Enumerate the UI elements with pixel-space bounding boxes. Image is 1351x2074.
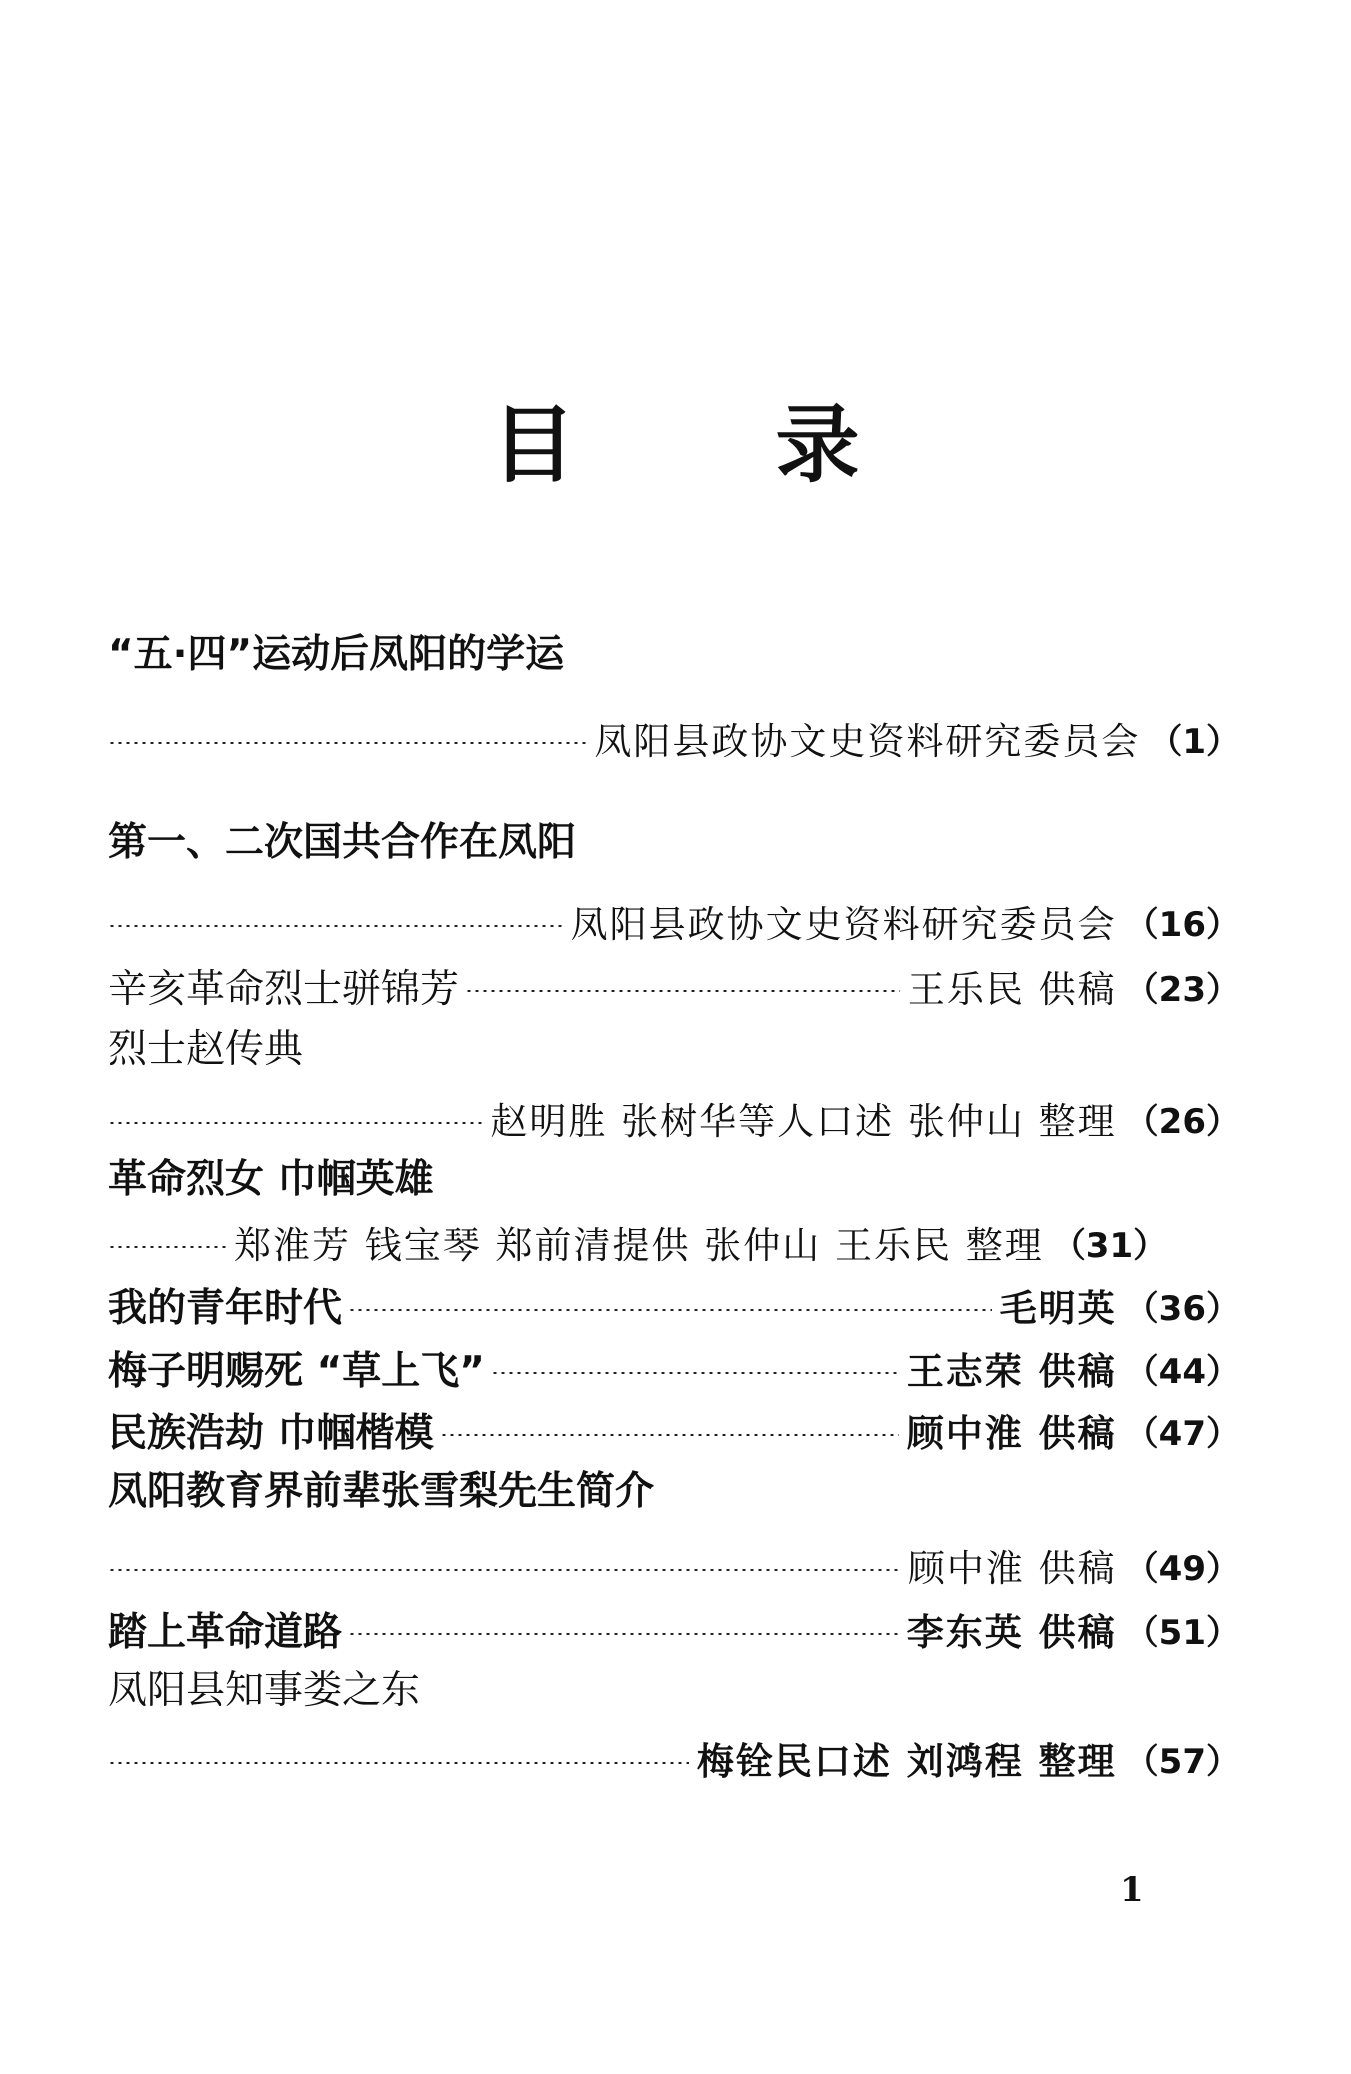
toc-entry-title: 革命烈女 巾帼英雄 bbox=[108, 1157, 434, 1202]
toc-entry-author: 凤阳县政协文史资料研究委员会 bbox=[594, 720, 1141, 763]
toc-entry-page: （31） bbox=[1051, 1225, 1168, 1266]
dot-leader bbox=[108, 1122, 482, 1124]
dot-leader bbox=[108, 1762, 689, 1764]
title-char-1: 目 bbox=[491, 396, 576, 494]
toc-entry-credit bbox=[108, 708, 1240, 768]
toc-entry-author: 郑淮芳 钱宝琴 郑前清提供 张仲山 王乐民 整理 bbox=[234, 1224, 1044, 1267]
dot-leader bbox=[108, 1569, 900, 1571]
dot-leader bbox=[465, 990, 900, 992]
toc-entry-credit bbox=[108, 891, 1240, 951]
title-char-2: 录 bbox=[775, 396, 860, 494]
toc-entry-page: （26） bbox=[1124, 1101, 1240, 1142]
toc-entry-page: （47） bbox=[1124, 1413, 1240, 1454]
toc-entry-author: 凤阳县政协文史资料研究委员会 bbox=[570, 903, 1117, 946]
dot-leader bbox=[108, 925, 563, 927]
toc-entry-credit bbox=[108, 1728, 1240, 1788]
toc-entry-author: 顾中淮 供稿 bbox=[906, 1411, 1117, 1455]
toc-entry-author: 毛明英 bbox=[999, 1286, 1117, 1330]
toc-entry-page: （23） bbox=[1124, 969, 1240, 1010]
toc-entry-page: （51） bbox=[1124, 1612, 1240, 1653]
toc-entry-page: （16） bbox=[1124, 904, 1240, 945]
dot-leader bbox=[108, 1246, 226, 1248]
toc-entry-title: 第一、二次国共合作在凤阳 bbox=[108, 820, 577, 865]
toc-entry-author: 赵明胜 张树华等人口述 张仲山 整理 bbox=[490, 1100, 1117, 1143]
page-number: 1 bbox=[1120, 1870, 1144, 1910]
toc-entry-title: 凤阳教育界前辈张雪梨先生简介 bbox=[108, 1469, 655, 1514]
toc-entry-credit bbox=[108, 1535, 1240, 1595]
dot-leader bbox=[108, 742, 586, 744]
toc-entry-page: （36） bbox=[1124, 1288, 1240, 1329]
page-title bbox=[0, 395, 1351, 495]
dot-leader bbox=[440, 1434, 899, 1436]
toc-entry-title: 烈士赵传典 bbox=[108, 1027, 304, 1072]
toc-entry-credit bbox=[108, 1088, 1240, 1148]
toc-entry-page: （49） bbox=[1124, 1548, 1240, 1589]
toc-entry bbox=[108, 1338, 1240, 1398]
toc-entry-page: （44） bbox=[1124, 1351, 1240, 1392]
toc-entry-title: 辛亥革命烈士骈锦芳 bbox=[108, 967, 460, 1012]
toc-entry-author: 王乐民 供稿 bbox=[907, 968, 1117, 1011]
toc-entry-page: （57） bbox=[1124, 1741, 1240, 1782]
toc-entry bbox=[108, 1599, 1240, 1659]
dot-leader bbox=[348, 1309, 992, 1311]
toc-entry-author: 梅铨民口述 刘鸿程 整理 bbox=[696, 1739, 1117, 1783]
toc-entry-title: 踏上革命道路 bbox=[108, 1610, 343, 1655]
toc-entry bbox=[108, 956, 1240, 1016]
toc-entry bbox=[108, 1400, 1240, 1460]
toc-entry-title: 我的青年时代 bbox=[108, 1286, 343, 1331]
dot-leader bbox=[491, 1372, 899, 1374]
toc-entry-author: 顾中淮 供稿 bbox=[907, 1547, 1117, 1590]
toc-entry-title: “五·四”运动后凤阳的学运 bbox=[108, 632, 565, 677]
toc-entry-credit bbox=[108, 1212, 1240, 1272]
toc-entry-page: （1） bbox=[1148, 721, 1240, 762]
toc-entry-author: 王志荣 供稿 bbox=[906, 1349, 1117, 1393]
toc-entry-title: 凤阳县知事娄之东 bbox=[108, 1668, 421, 1713]
toc-entry-title: 民族浩劫 巾帼楷模 bbox=[108, 1411, 434, 1456]
toc-entry-title: 梅子明赐死 “草上飞” bbox=[108, 1349, 485, 1394]
toc-entry bbox=[108, 1275, 1240, 1335]
dot-leader bbox=[348, 1633, 899, 1635]
toc-entry-author: 李东英 供稿 bbox=[906, 1610, 1117, 1654]
